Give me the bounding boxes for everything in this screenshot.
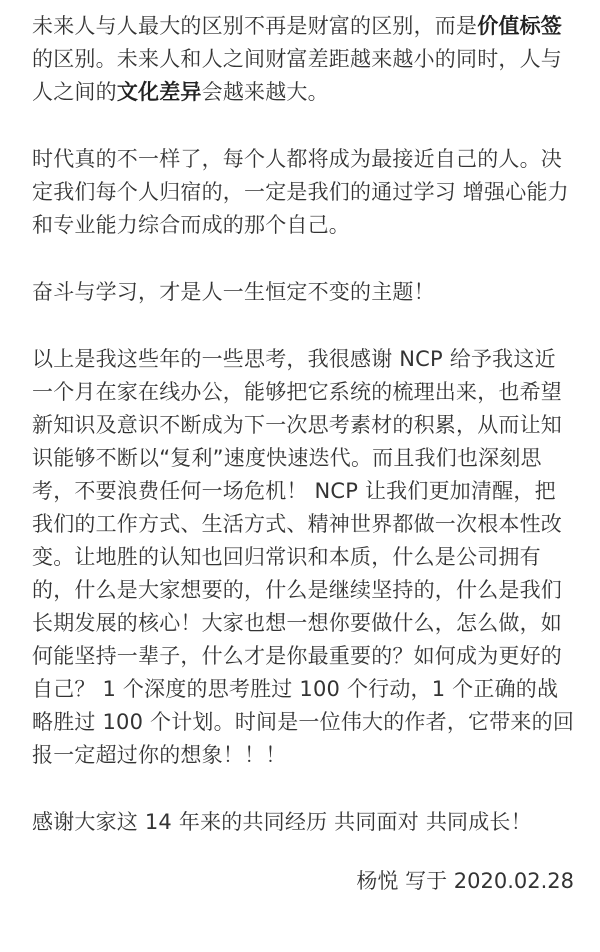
paragraph-value-labels xyxy=(32,10,576,109)
author-signature: 杨悦 写于 2020.02.28 xyxy=(356,869,574,893)
emphasis-cultural-difference: 文化差异 xyxy=(116,80,202,104)
paragraph-thanks: 感谢大家这 14 年来的共同经历 共同面对 共同成长！ xyxy=(32,810,532,834)
paragraph-text: 的区别。未来人和人之间财富差距越来越小的同时，人与人之间的 xyxy=(32,47,562,104)
paragraph-text: 未来人与人最大的区别不再是财富的区别，而是 xyxy=(32,14,478,38)
paragraph-text: 会越来越大。 xyxy=(201,80,329,104)
paragraph-era: 时代真的不一样了，每个人都将成为最接近自己的人。决定我们每个人归宿的，一定是我们的通过学习 增强心能力和专业能力综合而成的那个自己。 xyxy=(32,147,569,237)
paragraph-reflection: 以上是我这些年的一些思考，我很感谢 NCP 给予我这近一个月在家在线办公，能够把它系统的梳理出来，也希望 新知识及意识不断成为下一次思考素材的积累，从而让知识能够不断以“复利”速度快速迭代。而且我们也深刻思考，不要浪费任何一场危机！ NCP 让我们更加清醒，把我们的工作方式、生活方式、精神世界都做一次根本性改变。让地胜的认知也回归常识和本质，什么是公司拥有的，什么是大家想要的，什么是继续坚持的，什么是我们长期发展的核心！大家也想一想你要做什么，怎么做，如何能坚持一辈子，什么才是你最重要的？如何成为更好的自己？ 1 个深度的思考胜过 100 个行动，1 个正确的战略胜过 100 个计划。时间是一位伟大的作者，它带来的回报一定超过你的想象！！！ xyxy=(32,347,575,767)
emphasis-value-labels: 价值标签 xyxy=(477,14,563,38)
paragraph-theme: 奋斗与学习，才是人一生恒定不变的主题！ xyxy=(32,280,435,304)
